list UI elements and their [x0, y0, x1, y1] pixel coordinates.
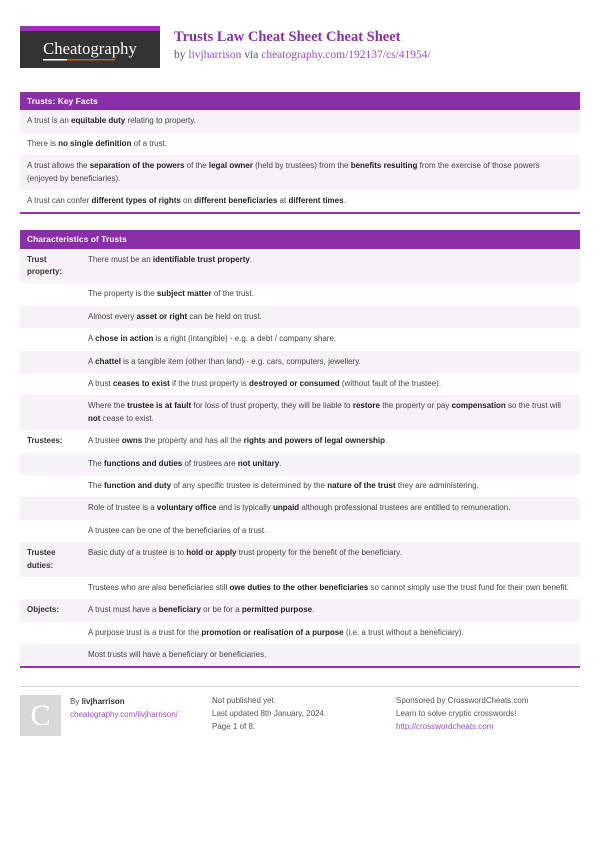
row-label: [20, 644, 88, 666]
row-content: A trust can confer different types of rights on different beneficiaries at different times.: [27, 195, 346, 205]
byline-middle: via: [241, 49, 262, 62]
row-content: Role of trustee is a voluntary office and is typically unpaid although professional trustees are entitled to remuneration.: [88, 503, 511, 513]
row-content: A chose in action is a right (intangible) - e.g. a debt / company share.: [88, 334, 337, 344]
sponsor-prefix: Sponsored by: [396, 696, 448, 706]
table-row: [20, 395, 580, 430]
section: [20, 92, 580, 214]
table-row: [20, 542, 580, 577]
sponsor-link[interactable]: http://crosswordcheats.com: [396, 722, 494, 732]
row-label: [20, 520, 88, 542]
author-profile-link[interactable]: cheatography.com/livjharrison/: [70, 710, 178, 720]
table-row: [20, 190, 580, 212]
row-label: Trust property:: [27, 254, 63, 277]
table-row: [20, 497, 580, 519]
table-row: [20, 110, 580, 132]
sponsor-name: CrosswordCheats.com: [447, 696, 529, 706]
row-content: A trust allows the separation of the powers of the legal owner (held by trustees) from the benefits resulting from the exercise of those powers (enjoyed by beneficiaries).: [27, 161, 540, 183]
table-row: [20, 520, 580, 542]
row-label: Objects:: [27, 605, 60, 615]
footer-sponsor-column: [396, 686, 580, 736]
publish-status: Not published yet.: [212, 696, 277, 706]
last-updated: Last updated 8th January, 2024.: [212, 709, 327, 719]
table-row: [20, 430, 580, 452]
source-url-link[interactable]: cheatography.com/192137/cs/41954/: [261, 49, 431, 62]
row-content: There must be an identifiable trust property.: [88, 254, 253, 264]
row-content: A purpose trust is a trust for the promotion or realisation of a purpose (i.e. a trust without a beneficiary).: [88, 627, 464, 637]
table-row: [20, 622, 580, 644]
row-label: [20, 283, 88, 305]
table-row: [20, 577, 580, 599]
author-meta: [70, 695, 178, 736]
author-line: [70, 696, 178, 709]
author-link[interactable]: livjharrison: [188, 49, 242, 62]
sections-container: [20, 92, 580, 668]
avatar: C: [20, 695, 61, 736]
page-info: Page 1 of 8.: [212, 722, 256, 732]
table-row: [20, 351, 580, 373]
row-label: [20, 475, 88, 497]
row-content: A chattel is a tangible item (other than land) - e.g. cars, computers, jewellery.: [88, 356, 361, 366]
row-content: A trust must have a beneficiary or be for a permitted purpose.: [88, 605, 315, 615]
row-content: A trust ceases to exist if the trust property is destroyed or consumed (without fault of the trustee).: [88, 379, 442, 389]
table-row: [20, 475, 580, 497]
row-label: Trustees:: [27, 436, 63, 446]
row-label: [20, 328, 88, 350]
row-content: Basic duty of a trustee is to hold or apply trust property for the benefit of the beneficiary.: [88, 548, 402, 558]
page-header: [20, 0, 580, 76]
row-content: Most trusts will have a beneficiary or beneficiaries.: [88, 650, 267, 660]
row-content: A trustee owns the property and has all the rights and powers of legal ownership.: [88, 436, 388, 446]
table-row: [20, 328, 580, 350]
cheatography-logo[interactable]: [20, 26, 160, 68]
row-content: A trustee can be one of the beneficiaries of a trust.: [88, 525, 267, 535]
footer-publish-column: [212, 686, 396, 736]
section-title: Trusts: Key Facts: [20, 92, 580, 110]
row-label: [20, 351, 88, 373]
row-label: [20, 373, 88, 395]
footer-author-name: livjharrison: [81, 697, 125, 707]
table-row: [20, 599, 580, 621]
section-title: Characteristics of Trusts: [20, 230, 580, 248]
table-row: [20, 644, 580, 666]
header-text-block: [174, 26, 431, 63]
table-row: [20, 453, 580, 475]
section: [20, 230, 580, 668]
row-content: Almost every asset or right can be held on trust.: [88, 311, 262, 321]
byline-prefix: by: [174, 49, 189, 62]
row-label: [20, 395, 88, 430]
sponsor-line: [396, 695, 580, 708]
page-title: Trusts Law Cheat Sheet Cheat Sheet: [174, 29, 401, 45]
table-row: [20, 155, 580, 190]
row-label: Trustee duties:: [27, 548, 56, 570]
page-footer: [20, 686, 580, 736]
row-content: There is no single definition of a trust.: [27, 138, 168, 148]
row-content: The functions and duties of trustees are not unitary.: [88, 458, 282, 468]
table-row: [20, 283, 580, 305]
table-row: [20, 373, 580, 395]
row-label: [20, 577, 88, 599]
row-content: A trust is an equitable duty relating to property.: [27, 116, 196, 126]
by-prefix: By: [70, 697, 82, 707]
logo-text: Cheatography: [43, 39, 137, 61]
row-content: Where the trustee is at fault for loss of trust property, they will be liable to restore the property or pay compensation so the trust will not cease to exist.: [88, 401, 561, 423]
row-content: Trustees who are also beneficiaries still owe duties to the other beneficiaries so cannot simply use the trust fund for their own benefit.: [88, 582, 569, 592]
row-label: [20, 497, 88, 519]
table-row: [20, 249, 580, 284]
table-row: [20, 133, 580, 155]
sponsor-tagline: Learn to solve cryptic crosswords!: [396, 709, 517, 719]
row-label: [20, 306, 88, 328]
row-content: The function and duty of any specific trustee is determined by the nature of the trust they are administering.: [88, 480, 479, 490]
row-label: [20, 622, 88, 644]
row-content: The property is the subject matter of the trust.: [88, 289, 254, 299]
byline: [174, 47, 431, 63]
table-row: [20, 306, 580, 328]
row-label: [20, 453, 88, 475]
footer-author-column: [20, 686, 212, 736]
